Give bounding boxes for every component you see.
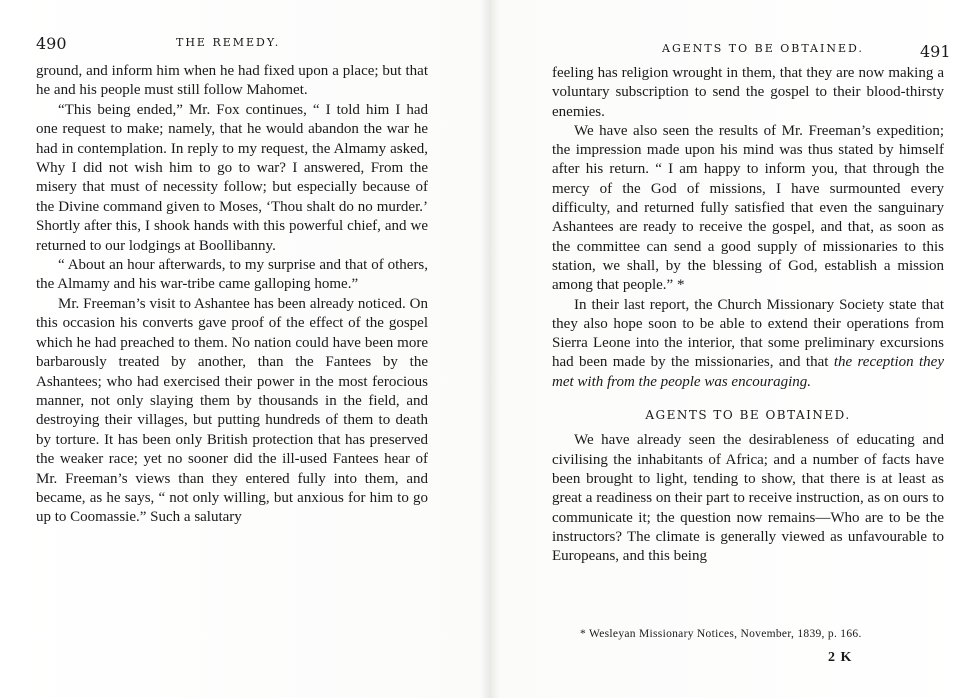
paragraph: We have also seen the results of Mr. Freeman’s expedition; the impression made upon his mind was thus stated by himself after his return. “ I am happy to inform you, that through the mercy of the God of missions, I have surmounted every difficulty, and returned fully satisfied that even the sanguinary Ashantees are ready to receive the gospel, and that, as soon as the committee can send a good supply of missionaries to this station, we shall, by the blessing of God, establish a mission among that people.” * — [552, 122, 944, 294]
signature-mark: 2 K — [828, 650, 853, 665]
paragraph: We have already seen the desirableness of educating and civilising the inhabitants of Africa; and a number of facts have been brought to light, tending to show, that there is at least as great a readiness on their part to receive instruction, as on ours to communicate it; the question now remains—Who are to be the instructors? The climate is generally viewed as unfavourable to Europeans, and this being — [552, 432, 944, 565]
paragraph: “ About an hour afterwards, to my surprise and that of others, the Almamy and his war-tribe came galloping home.” — [36, 257, 428, 293]
paragraph: “This being ended,” Mr. Fox continues, “ I told him I had one request to make; namely, that he would abandon the war he had in contemplation. In reply to my request, the Almamy asked, Why I did not wish him to go to war? I answered, From the misery that must of necessity follow; but especially because of the Divine command given to Moses, ‘Thou shalt do no murder.’ Shortly after this, I shook hands with this powerful chief, and we returned to our lodgings at Boollibanny. — [36, 101, 428, 254]
paragraph: Mr. Freeman’s visit to Ashantee has been already noticed. On this occasion his converts gave proof of the effect of the gospel which he had preached to them. No nation could have been more barbarously treated by another, than the Fantees by the Ashantees; who had exercised their power in the most ferocious manner, not only slaying them by thousands in the field, and destroying their villages, but putting hundreds of them to death by torture. It has been only British protection that has preserved the weaker race; yet no sooner did the ill-used Fantees hear of Mr. Freeman’s views than they entered fully into them, and became, as he says, “ not only willing, but anxious for him to go up to Coomassie.” Such a salutary — [36, 295, 428, 526]
left-body — [36, 62, 428, 528]
cms-text: In their last report, the Church Missionary Society state that they also hope soon to be able to extend their operations from Sierra Leone into the interior, that some preliminary excursions had been made by the missionaries, and that — [552, 296, 944, 371]
paragraph: feeling has religion wrought in them, that they are now making a voluntary subscription to send the gospel to their blood-thirsty enemies. — [552, 65, 944, 120]
page-number-right: 491 — [920, 42, 951, 61]
right-body — [552, 64, 944, 566]
running-head-left: THE REMEDY. — [176, 36, 281, 49]
right-page — [490, 0, 980, 698]
page-number-left: 490 — [36, 34, 67, 53]
running-head-right: AGENTS TO BE OBTAINED. — [662, 42, 864, 55]
paragraph-cms — [552, 296, 944, 392]
section-heading: AGENTS TO BE OBTAINED. — [645, 408, 851, 423]
cms-italic-text: the reception they met with from the people was encouraging. — [552, 354, 944, 390]
paragraph: ground, and inform him when he had fixed upon a place; but that he and his people must still follow Mahomet. — [36, 63, 428, 99]
footnote: * Wesleyan Missionary Notices, November, 1839, p. 166. — [580, 628, 862, 640]
